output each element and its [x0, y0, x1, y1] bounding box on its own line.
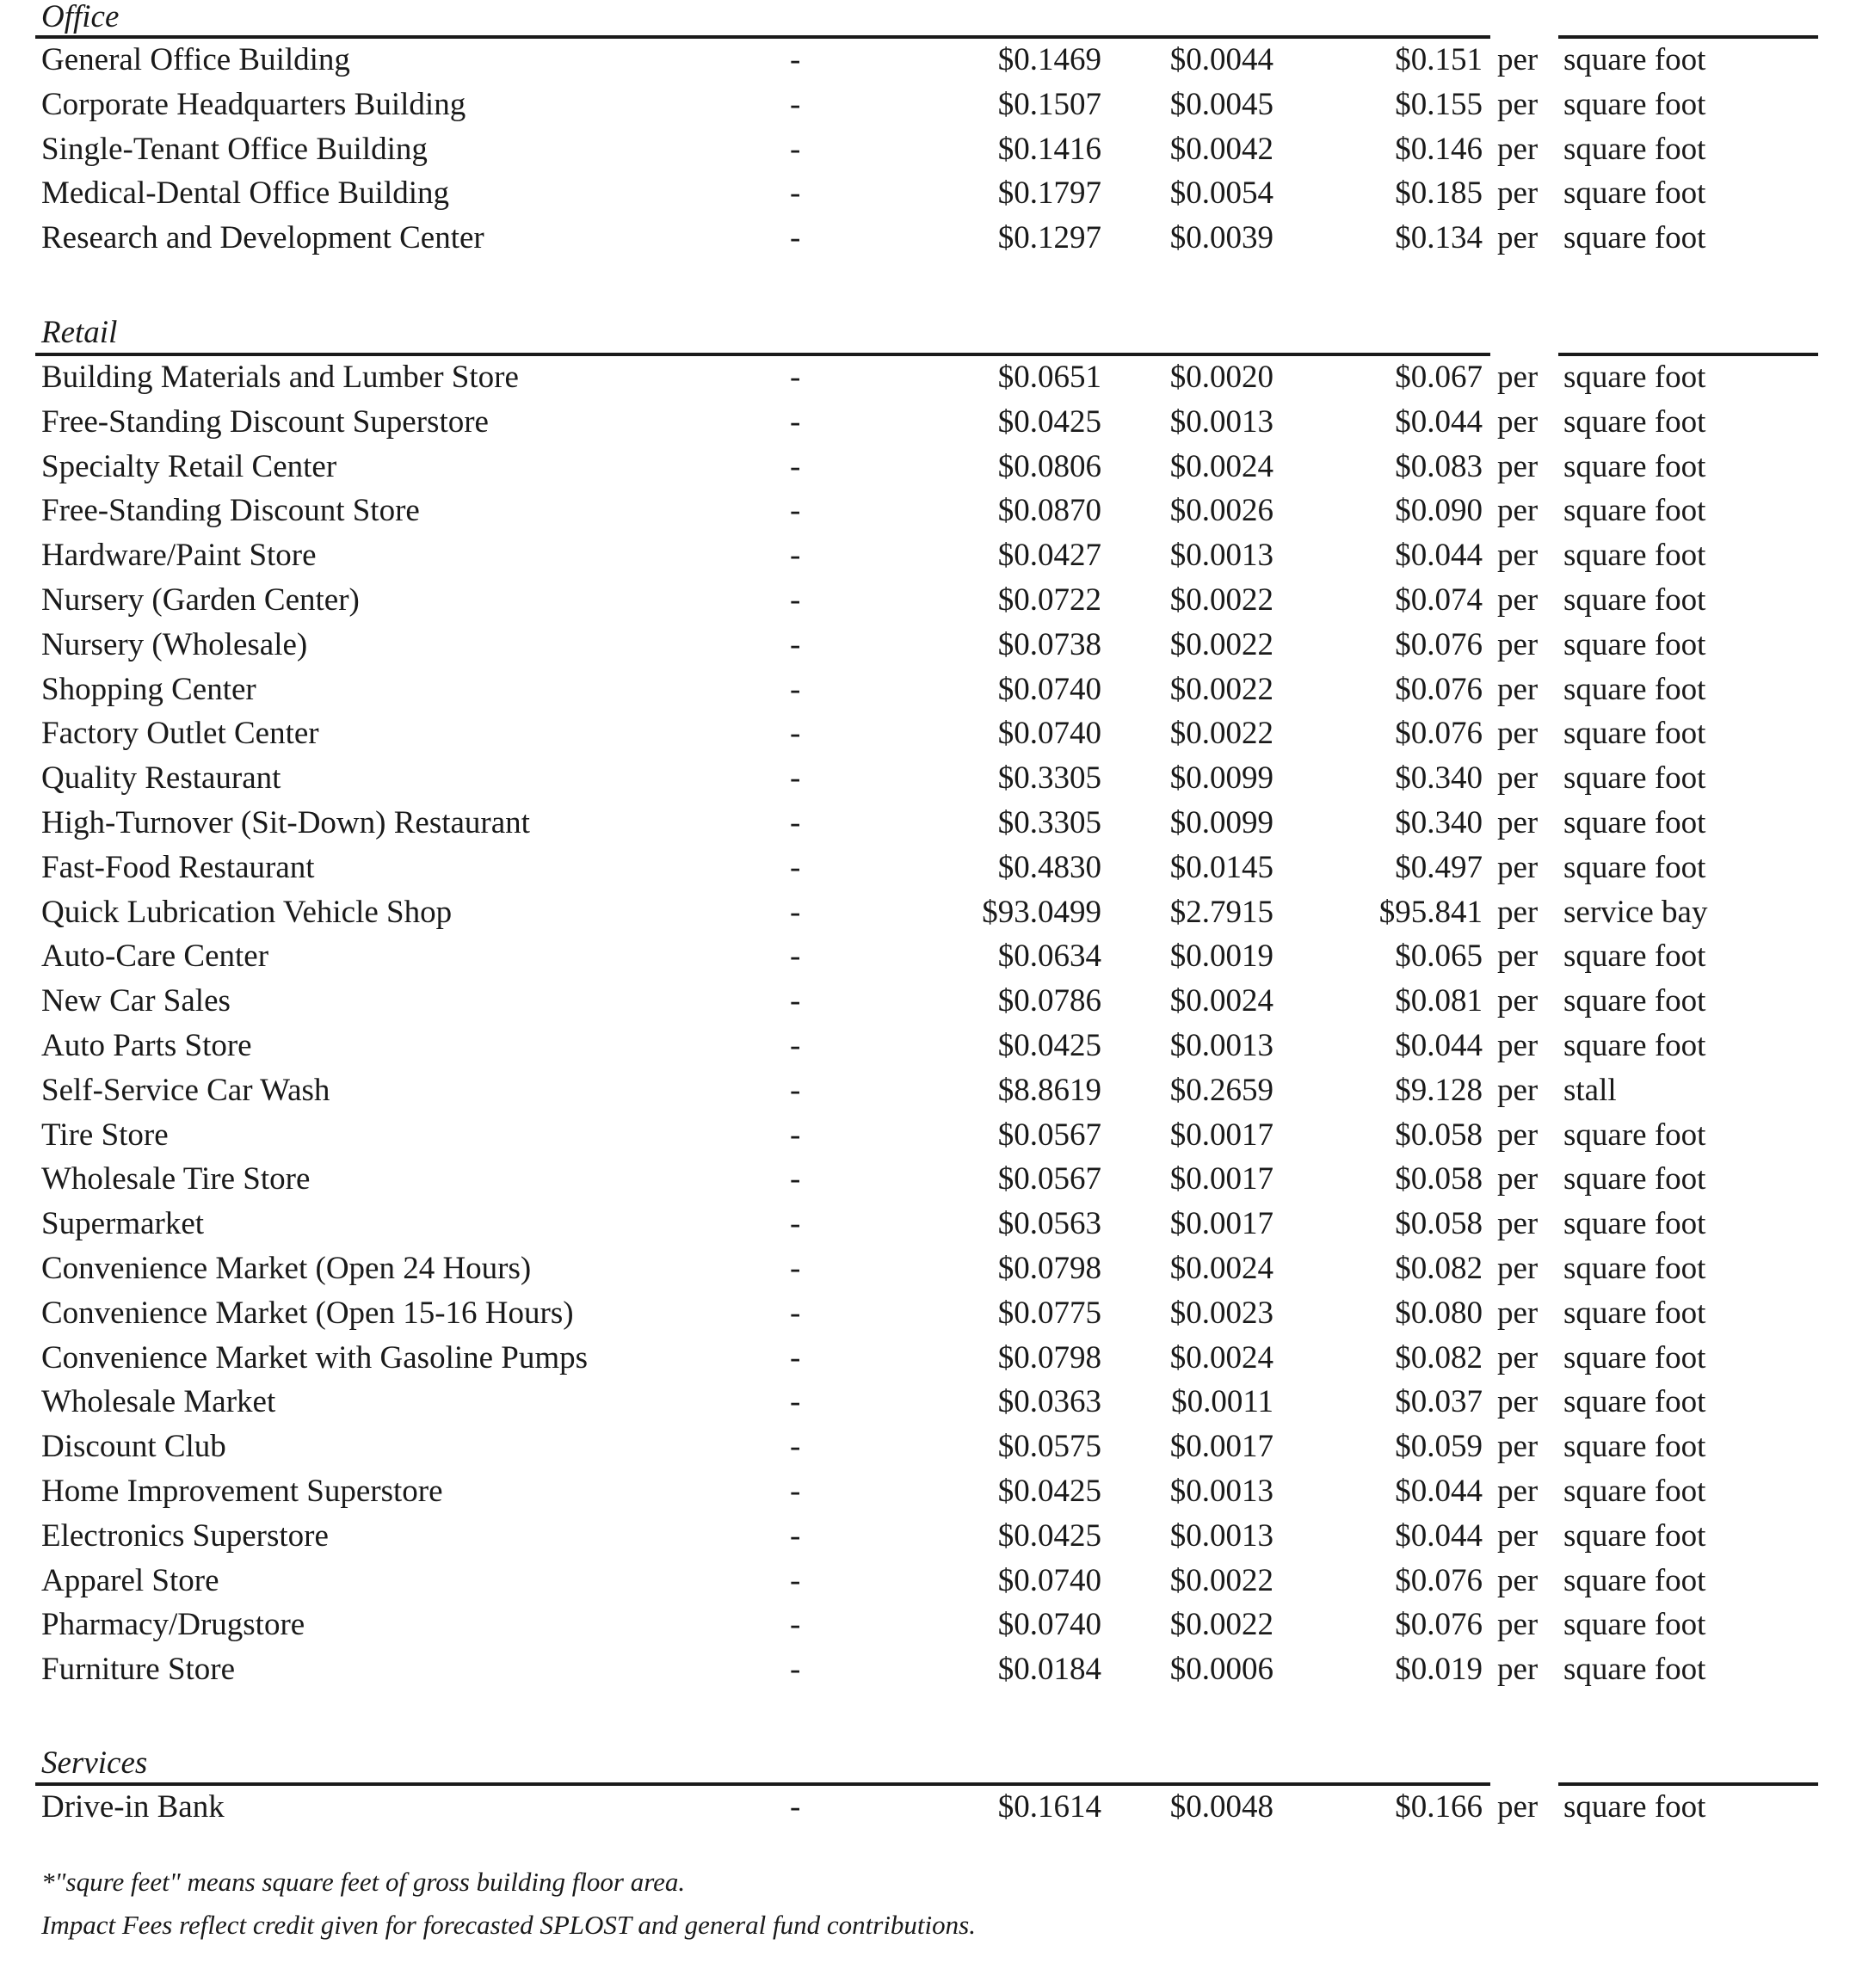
- unit-label: square foot: [1563, 220, 1706, 256]
- total-fee: $0.134: [1395, 220, 1483, 256]
- per-label: per: [1497, 403, 1539, 440]
- dash-cell: -: [790, 1474, 801, 1509]
- fee-component-1: $0.0651: [997, 360, 1101, 395]
- unit-label: square foot: [1563, 1251, 1706, 1286]
- fee-component-1: $0.0798: [997, 1251, 1101, 1286]
- land-use-name: Building Materials and Lumber Store: [41, 360, 519, 395]
- unit-label: square foot: [1563, 403, 1706, 440]
- fee-component-1: $0.0806: [997, 448, 1101, 484]
- land-use-name: Hardware/Paint Store: [41, 538, 317, 574]
- per-label: per: [1497, 1517, 1539, 1554]
- total-fee: $0.044: [1395, 1517, 1483, 1554]
- unit-label: square foot: [1563, 626, 1706, 662]
- dash-cell: -: [790, 1607, 801, 1643]
- section-title-office: Office: [41, 0, 120, 34]
- table-row: [0, 756, 1850, 801]
- land-use-name: Nursery (Garden Center): [41, 582, 360, 618]
- dash-cell: -: [790, 849, 801, 885]
- table-row: [0, 1202, 1850, 1246]
- unit-label: square foot: [1563, 1474, 1706, 1509]
- per-label: per: [1497, 42, 1539, 77]
- dash-cell: -: [790, 1206, 801, 1242]
- table-row: [0, 934, 1850, 979]
- total-fee: $0.019: [1395, 1652, 1483, 1688]
- unit-label: square foot: [1563, 1429, 1706, 1465]
- fee-component-2: $0.0017: [1169, 1117, 1273, 1153]
- fee-component-1: $0.0425: [997, 1474, 1101, 1509]
- land-use-name: Quality Restaurant: [41, 760, 281, 797]
- per-label: per: [1497, 1429, 1539, 1465]
- unit-label: square foot: [1563, 86, 1706, 122]
- fee-component-1: $0.1614: [997, 1789, 1101, 1825]
- fee-component-2: $0.0024: [1169, 983, 1273, 1019]
- dash-cell: -: [790, 1339, 801, 1376]
- footnote: Impact Fees reflect credit given for forecasted SPLOST and general fund contributions.: [41, 1910, 976, 1940]
- table-row: [0, 489, 1850, 533]
- table-row: [0, 1024, 1850, 1068]
- total-fee: $0.082: [1395, 1251, 1483, 1286]
- land-use-name: Medical-Dental Office Building: [41, 175, 450, 212]
- land-use-name: Auto Parts Store: [41, 1028, 252, 1063]
- dash-cell: -: [790, 1517, 801, 1554]
- dash-cell: -: [790, 1652, 801, 1688]
- unit-label: square foot: [1563, 1028, 1706, 1063]
- total-fee: $0.083: [1395, 448, 1483, 484]
- table-row: [0, 1068, 1850, 1113]
- fee-component-1: $93.0499: [982, 894, 1101, 930]
- per-label: per: [1497, 1072, 1539, 1108]
- land-use-name: Free-Standing Discount Superstore: [41, 403, 489, 440]
- total-fee: $0.090: [1395, 493, 1483, 529]
- fee-component-2: $2.7915: [1169, 894, 1273, 930]
- fee-component-1: $0.1416: [997, 131, 1101, 167]
- table-row: [0, 1336, 1850, 1381]
- table-row: [0, 890, 1850, 935]
- table-row: [0, 1559, 1850, 1603]
- per-label: per: [1497, 220, 1539, 256]
- fee-component-2: $0.0045: [1169, 86, 1273, 122]
- unit-label: square foot: [1563, 1517, 1706, 1554]
- total-fee: $0.058: [1395, 1161, 1483, 1197]
- table-row: [0, 1380, 1850, 1425]
- table-row: [0, 127, 1850, 172]
- total-fee: $0.340: [1395, 805, 1483, 840]
- total-fee: $0.166: [1395, 1789, 1483, 1825]
- dash-cell: -: [790, 805, 801, 840]
- total-fee: $0.497: [1395, 849, 1483, 885]
- fee-component-1: $0.0425: [997, 1028, 1101, 1063]
- fee-component-1: $0.0786: [997, 983, 1101, 1019]
- total-fee: $0.074: [1395, 582, 1483, 618]
- dash-cell: -: [790, 1161, 801, 1197]
- unit-label: square foot: [1563, 493, 1706, 529]
- unit-label: square foot: [1563, 849, 1706, 885]
- land-use-name: Free-Standing Discount Store: [41, 493, 420, 529]
- per-label: per: [1497, 671, 1539, 707]
- unit-label: square foot: [1563, 939, 1706, 975]
- fee-component-1: $0.4830: [997, 849, 1101, 885]
- dash-cell: -: [790, 1295, 801, 1331]
- fee-component-1: $0.0740: [997, 1562, 1101, 1598]
- fee-component-1: $0.0740: [997, 671, 1101, 707]
- fee-component-1: $0.0567: [997, 1117, 1101, 1153]
- land-use-name: Auto-Care Center: [41, 939, 269, 975]
- total-fee: $0.059: [1395, 1429, 1483, 1465]
- fee-component-2: $0.0006: [1169, 1652, 1273, 1688]
- total-fee: $0.081: [1395, 983, 1483, 1019]
- fee-component-2: $0.0022: [1169, 1607, 1273, 1643]
- land-use-name: Electronics Superstore: [41, 1517, 329, 1554]
- fee-component-2: $0.0013: [1169, 1474, 1273, 1509]
- land-use-name: High-Turnover (Sit-Down) Restaurant: [41, 805, 530, 840]
- fee-component-2: $0.0013: [1169, 538, 1273, 574]
- dash-cell: -: [790, 1072, 801, 1108]
- unit-label: square foot: [1563, 805, 1706, 840]
- dash-cell: -: [790, 760, 801, 797]
- per-label: per: [1497, 86, 1539, 122]
- per-label: per: [1497, 1607, 1539, 1643]
- table-row: [0, 1603, 1850, 1647]
- total-fee: $0.155: [1395, 86, 1483, 122]
- unit-label: square foot: [1563, 131, 1706, 167]
- fee-component-2: $0.0099: [1169, 805, 1273, 840]
- per-label: per: [1497, 582, 1539, 618]
- per-label: per: [1497, 894, 1539, 930]
- per-label: per: [1497, 849, 1539, 885]
- fee-component-2: $0.0023: [1169, 1295, 1273, 1331]
- fee-component-1: $0.1297: [997, 220, 1101, 256]
- land-use-name: Wholesale Tire Store: [41, 1161, 311, 1197]
- fee-component-1: $0.0575: [997, 1429, 1101, 1465]
- dash-cell: -: [790, 983, 801, 1019]
- fee-component-1: $8.8619: [997, 1072, 1101, 1108]
- table-row: [0, 355, 1850, 400]
- fee-component-1: $0.0425: [997, 403, 1101, 440]
- per-label: per: [1497, 175, 1539, 212]
- per-label: per: [1497, 1652, 1539, 1688]
- land-use-name: General Office Building: [41, 42, 350, 77]
- per-label: per: [1497, 1028, 1539, 1063]
- fee-component-1: $0.0740: [997, 716, 1101, 752]
- total-fee: $0.037: [1395, 1384, 1483, 1420]
- fee-component-2: $0.0013: [1169, 1517, 1273, 1554]
- total-fee: $0.044: [1395, 1474, 1483, 1509]
- per-label: per: [1497, 983, 1539, 1019]
- footnote: *"squre feet" means square feet of gross building floor area.: [41, 1867, 686, 1897]
- total-fee: $0.082: [1395, 1339, 1483, 1376]
- per-label: per: [1497, 538, 1539, 574]
- total-fee: $0.146: [1395, 131, 1483, 167]
- dash-cell: -: [790, 175, 801, 212]
- unit-label: square foot: [1563, 448, 1706, 484]
- dash-cell: -: [790, 403, 801, 440]
- per-label: per: [1497, 1384, 1539, 1420]
- total-fee: $0.067: [1395, 360, 1483, 395]
- land-use-name: Nursery (Wholesale): [41, 626, 308, 662]
- fee-component-1: $0.0184: [997, 1652, 1101, 1688]
- unit-label: square foot: [1563, 1206, 1706, 1242]
- fee-component-2: $0.0022: [1169, 671, 1273, 707]
- fee-component-2: $0.0022: [1169, 626, 1273, 662]
- table-row: [0, 216, 1850, 261]
- per-label: per: [1497, 1117, 1539, 1153]
- per-label: per: [1497, 716, 1539, 752]
- dash-cell: -: [790, 582, 801, 618]
- dash-cell: -: [790, 1028, 801, 1063]
- fee-component-2: $0.0054: [1169, 175, 1273, 212]
- table-row: [0, 1514, 1850, 1559]
- land-use-name: Convenience Market with Gasoline Pumps: [41, 1339, 589, 1376]
- fee-component-2: $0.0017: [1169, 1429, 1273, 1465]
- dash-cell: -: [790, 360, 801, 395]
- dash-cell: -: [790, 1384, 801, 1420]
- fee-component-1: $0.0870: [997, 493, 1101, 529]
- dash-cell: -: [790, 894, 801, 930]
- dash-cell: -: [790, 1789, 801, 1825]
- total-fee: $0.076: [1395, 1607, 1483, 1643]
- unit-label: square foot: [1563, 42, 1706, 77]
- land-use-name: Drive-in Bank: [41, 1789, 225, 1825]
- dash-cell: -: [790, 131, 801, 167]
- table-row: [0, 846, 1850, 890]
- fee-component-2: $0.2659: [1169, 1072, 1273, 1108]
- dash-cell: -: [790, 493, 801, 529]
- dash-cell: -: [790, 42, 801, 77]
- total-fee: $0.185: [1395, 175, 1483, 212]
- unit-label: square foot: [1563, 1384, 1706, 1420]
- fee-component-1: $0.3305: [997, 760, 1101, 797]
- land-use-name: Tire Store: [41, 1117, 169, 1153]
- fee-component-1: $0.0738: [997, 626, 1101, 662]
- table-row: [0, 171, 1850, 216]
- per-label: per: [1497, 360, 1539, 395]
- table-row: [0, 1157, 1850, 1202]
- per-label: per: [1497, 493, 1539, 529]
- fee-component-1: $0.1797: [997, 175, 1101, 212]
- fee-component-2: $0.0042: [1169, 131, 1273, 167]
- fee-component-1: $0.0775: [997, 1295, 1101, 1331]
- land-use-name: Fast-Food Restaurant: [41, 849, 315, 885]
- total-fee: $0.044: [1395, 1028, 1483, 1063]
- per-label: per: [1497, 626, 1539, 662]
- unit-label: square foot: [1563, 1117, 1706, 1153]
- per-label: per: [1497, 805, 1539, 840]
- fee-component-2: $0.0022: [1169, 1562, 1273, 1598]
- table-row: [0, 1246, 1850, 1291]
- land-use-name: New Car Sales: [41, 983, 231, 1019]
- per-label: per: [1497, 939, 1539, 975]
- fee-component-2: $0.0013: [1169, 1028, 1273, 1063]
- unit-label: square foot: [1563, 1607, 1706, 1643]
- land-use-name: Corporate Headquarters Building: [41, 86, 466, 122]
- land-use-name: Convenience Market (Open 15-16 Hours): [41, 1295, 574, 1331]
- unit-label: square foot: [1563, 582, 1706, 618]
- unit-label: stall: [1563, 1072, 1617, 1108]
- total-fee: $0.340: [1395, 760, 1483, 797]
- unit-label: service bay: [1563, 894, 1708, 930]
- section-title-services: Services: [41, 1745, 148, 1781]
- table-row: [0, 668, 1850, 712]
- fee-component-2: $0.0017: [1169, 1161, 1273, 1197]
- fee-component-2: $0.0017: [1169, 1206, 1273, 1242]
- unit-label: square foot: [1563, 1295, 1706, 1331]
- unit-label: square foot: [1563, 175, 1706, 212]
- land-use-name: Specialty Retail Center: [41, 448, 337, 484]
- total-fee: $9.128: [1395, 1072, 1483, 1108]
- fee-component-2: $0.0020: [1169, 360, 1273, 395]
- land-use-name: Home Improvement Superstore: [41, 1474, 443, 1509]
- land-use-name: Factory Outlet Center: [41, 716, 319, 752]
- fee-component-2: $0.0145: [1169, 849, 1273, 885]
- dash-cell: -: [790, 1251, 801, 1286]
- unit-label: square foot: [1563, 671, 1706, 707]
- fee-component-2: $0.0048: [1169, 1789, 1273, 1825]
- land-use-name: Research and Development Center: [41, 220, 484, 256]
- fee-component-1: $0.0722: [997, 582, 1101, 618]
- per-label: per: [1497, 1251, 1539, 1286]
- per-label: per: [1497, 1789, 1539, 1825]
- land-use-name: Pharmacy/Drugstore: [41, 1607, 305, 1643]
- table-row: [0, 1425, 1850, 1469]
- fee-component-1: $0.0427: [997, 538, 1101, 574]
- unit-label: square foot: [1563, 1161, 1706, 1197]
- per-label: per: [1497, 1161, 1539, 1197]
- unit-label: square foot: [1563, 1562, 1706, 1598]
- total-fee: $0.076: [1395, 716, 1483, 752]
- table-row: [0, 801, 1850, 846]
- table-row: [0, 1291, 1850, 1336]
- per-label: per: [1497, 1562, 1539, 1598]
- dash-cell: -: [790, 1429, 801, 1465]
- dash-cell: -: [790, 626, 801, 662]
- unit-label: square foot: [1563, 1339, 1706, 1376]
- table-row: [0, 711, 1850, 756]
- fee-component-1: $0.1507: [997, 86, 1101, 122]
- fee-component-2: $0.0024: [1169, 1339, 1273, 1376]
- land-use-name: Discount Club: [41, 1429, 226, 1465]
- land-use-name: Wholesale Market: [41, 1384, 276, 1420]
- land-use-name: Quick Lubrication Vehicle Shop: [41, 894, 453, 930]
- total-fee: $0.076: [1395, 1562, 1483, 1598]
- land-use-name: Apparel Store: [41, 1562, 219, 1598]
- per-label: per: [1497, 1206, 1539, 1242]
- dash-cell: -: [790, 716, 801, 752]
- fee-component-1: $0.0634: [997, 939, 1101, 975]
- fee-component-1: $0.0563: [997, 1206, 1101, 1242]
- fee-component-1: $0.3305: [997, 805, 1101, 840]
- unit-label: square foot: [1563, 760, 1706, 797]
- per-label: per: [1497, 1339, 1539, 1376]
- fee-component-2: $0.0039: [1169, 220, 1273, 256]
- per-label: per: [1497, 1295, 1539, 1331]
- unit-label: square foot: [1563, 1789, 1706, 1825]
- table-row: [0, 1785, 1850, 1830]
- fee-component-2: $0.0013: [1169, 403, 1273, 440]
- table-row: [0, 1469, 1850, 1514]
- total-fee: $0.076: [1395, 626, 1483, 662]
- table-row: [0, 38, 1850, 83]
- unit-label: square foot: [1563, 1652, 1706, 1688]
- unit-label: square foot: [1563, 716, 1706, 752]
- total-fee: $0.058: [1395, 1206, 1483, 1242]
- fee-component-2: $0.0019: [1169, 939, 1273, 975]
- table-row: [0, 400, 1850, 445]
- land-use-name: Furniture Store: [41, 1652, 236, 1688]
- table-row: [0, 533, 1850, 578]
- unit-label: square foot: [1563, 538, 1706, 574]
- fee-component-2: $0.0044: [1169, 42, 1273, 77]
- fee-component-1: $0.0567: [997, 1161, 1101, 1197]
- fee-component-2: $0.0024: [1169, 448, 1273, 484]
- dash-cell: -: [790, 671, 801, 707]
- table-row: [0, 979, 1850, 1024]
- total-fee: $0.080: [1395, 1295, 1483, 1331]
- per-label: per: [1497, 131, 1539, 167]
- dash-cell: -: [790, 1117, 801, 1153]
- total-fee: $0.065: [1395, 939, 1483, 975]
- per-label: per: [1497, 1474, 1539, 1509]
- land-use-name: Convenience Market (Open 24 Hours): [41, 1251, 532, 1286]
- table-row: [0, 445, 1850, 489]
- total-fee: $0.076: [1395, 671, 1483, 707]
- unit-label: square foot: [1563, 983, 1706, 1019]
- total-fee: $0.058: [1395, 1117, 1483, 1153]
- fee-component-1: $0.0798: [997, 1339, 1101, 1376]
- total-fee: $0.044: [1395, 538, 1483, 574]
- fee-component-2: $0.0099: [1169, 760, 1273, 797]
- fee-component-2: $0.0022: [1169, 582, 1273, 618]
- land-use-name: Supermarket: [41, 1206, 205, 1242]
- land-use-name: Self-Service Car Wash: [41, 1072, 330, 1108]
- land-use-name: Shopping Center: [41, 671, 256, 707]
- per-label: per: [1497, 448, 1539, 484]
- dash-cell: -: [790, 86, 801, 122]
- fee-component-1: $0.0425: [997, 1517, 1101, 1554]
- section-title-retail: Retail: [41, 315, 118, 350]
- dash-cell: -: [790, 220, 801, 256]
- dash-cell: -: [790, 1562, 801, 1598]
- table-row: [0, 1113, 1850, 1158]
- fee-component-1: $0.1469: [997, 42, 1101, 77]
- land-use-name: Single-Tenant Office Building: [41, 131, 428, 167]
- fee-component-2: $0.0026: [1169, 493, 1273, 529]
- unit-label: square foot: [1563, 360, 1706, 395]
- dash-cell: -: [790, 939, 801, 975]
- fee-component-2: $0.0022: [1169, 716, 1273, 752]
- table-row: [0, 578, 1850, 623]
- total-fee: $0.044: [1395, 403, 1483, 440]
- total-fee: $95.841: [1378, 894, 1483, 930]
- table-row: [0, 83, 1850, 127]
- per-label: per: [1497, 760, 1539, 797]
- fee-component-1: $0.0363: [997, 1384, 1101, 1420]
- table-row: [0, 623, 1850, 668]
- fee-component-2: $0.0024: [1169, 1251, 1273, 1286]
- fee-component-2: $0.0011: [1171, 1384, 1273, 1420]
- dash-cell: -: [790, 448, 801, 484]
- dash-cell: -: [790, 538, 801, 574]
- fee-component-1: $0.0740: [997, 1607, 1101, 1643]
- table-row: [0, 1647, 1850, 1692]
- total-fee: $0.151: [1395, 42, 1483, 77]
